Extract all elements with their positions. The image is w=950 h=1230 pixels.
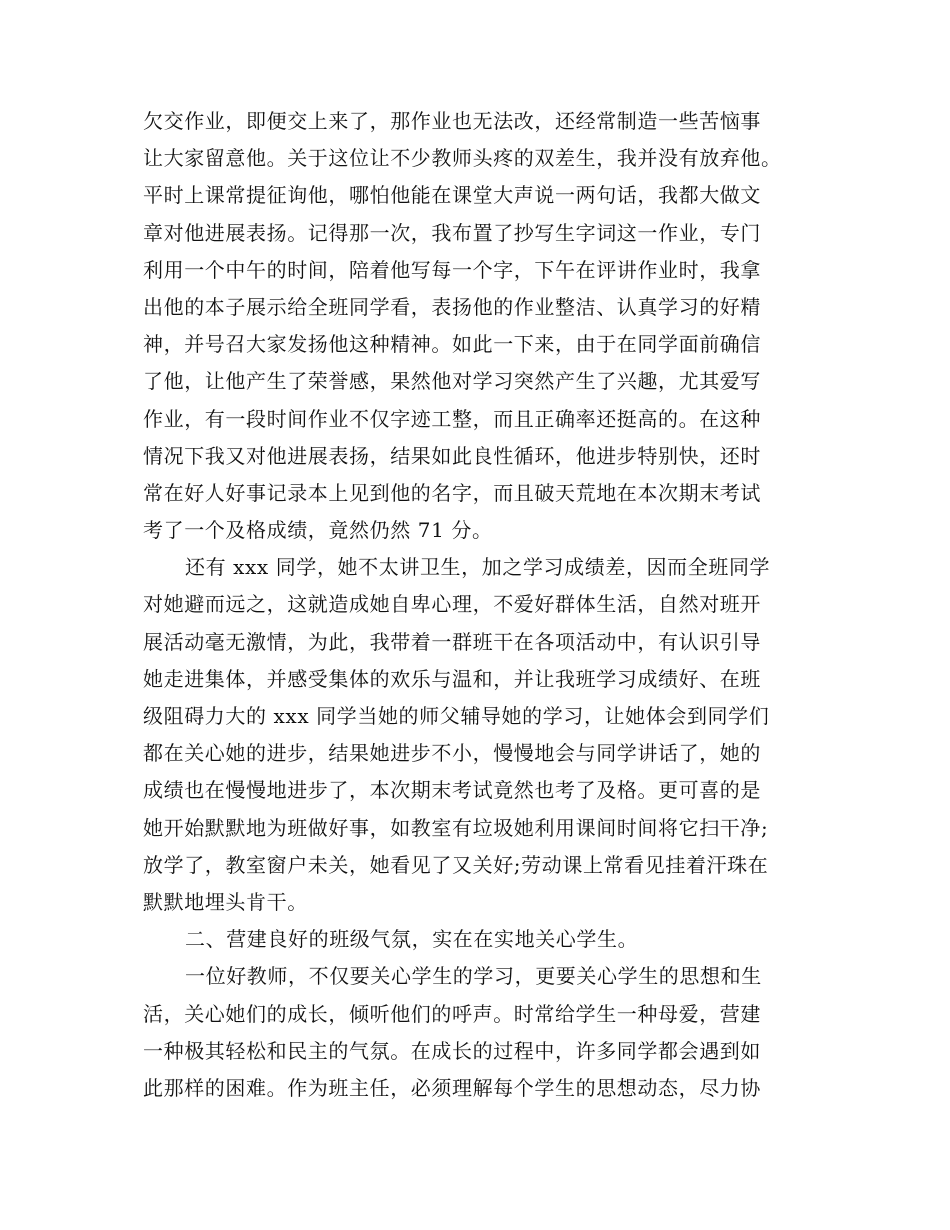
text-line: 对她避而远之，这就造成她自卑心理，不爱好群体生活，自然对班开: [143, 592, 761, 617]
text-line: 一种极其轻松和民主的气氛。在成长的过程中，许多同学都会遇到如: [143, 1038, 761, 1063]
text-line: 级阻碍力大的 xxx 同学当她的师父辅导她的学习，让她体会到同学们: [143, 704, 770, 728]
paragraph-start-line: 一位好教师，不仅要关心学生的学习，更要关心学生的思想和生: [185, 964, 762, 989]
text-line: 成绩也在慢慢地进步了，本次期末考试竟然也考了及格。更可喜的是: [143, 778, 761, 803]
paragraph-start-line: 还有 xxx 同学，她不太讲卫生，加之学习成绩差，因而全班同学: [185, 555, 771, 580]
text-line: 她走进集体，并感受集体的欢乐与温和，并让我班学习成绩好、在班: [143, 666, 761, 691]
text-line: 让大家留意他。关于这位让不少教师头疼的双差生，我并没有放弃他。: [143, 146, 782, 171]
text-line: 利用一个中午的时间，陪着他写每一个字，下午在评讲作业时，我拿: [143, 257, 761, 282]
text-line: 此那样的困难。作为班主任，必须理解每个学生的思想动态，尽力协: [143, 1075, 761, 1100]
text-line: 默默地埋头肯干。: [143, 889, 308, 914]
text-line: 情况下我又对他进展表扬，结果如此良性循环，他进步特别快，还时: [143, 443, 761, 468]
body-text: [143, 103, 813, 1107]
text-line: 展活动毫无激情，为此，我带着一群班干在各项活动中，有认识引导: [143, 629, 761, 654]
text-line: 都在关心她的进步，结果她进步不小，慢慢地会与同学讲话了，她的: [143, 741, 761, 766]
text-line: 神，并号召大家发扬他这种精神。如此一下来，由于在同学面前确信: [143, 332, 761, 357]
text-line: 放学了，教室窗户未关，她看见了又关好;劳动课上常看见挂着汗珠在: [143, 852, 769, 877]
text-line: 平时上课常提征询他，哪怕他能在课堂大声说一两句话，我都大做文: [143, 183, 761, 208]
text-line: 常在好人好事记录本上见到他的名字，而且破天荒地在本次期末考试: [143, 480, 761, 505]
section-heading: 二、营建良好的班级气氛，实在在实地关心学生。: [185, 927, 639, 952]
text-line: 作业，有一段时间作业不仅字迹工整，而且正确率还挺高的。在这种: [143, 406, 761, 431]
text-line: 她开始默默地为班做好事，如教室有垃圾她利用课间时间将它扫干净;: [143, 815, 769, 840]
text-line: 出他的本子展示给全班同学看，表扬他的作业整洁、认真学习的好精: [143, 294, 761, 319]
text-line: 考了一个及格成绩，竟然仍然 71 分。: [143, 518, 493, 543]
text-line: 欠交作业，即便交上来了，那作业也无法改，还经常制造一些苦恼事: [143, 109, 761, 133]
text-line: 了他，让他产生了荣誉感，果然他对学习突然产生了兴趣，尤其爱写: [143, 369, 761, 394]
text-line: 章对他进展表扬。记得那一次，我布置了抄写生字词这一作业，专门: [143, 220, 761, 245]
text-line: 活，关心她们的成长，倾听他们的呼声。时常给学生一种母爱，营建: [143, 1001, 761, 1026]
